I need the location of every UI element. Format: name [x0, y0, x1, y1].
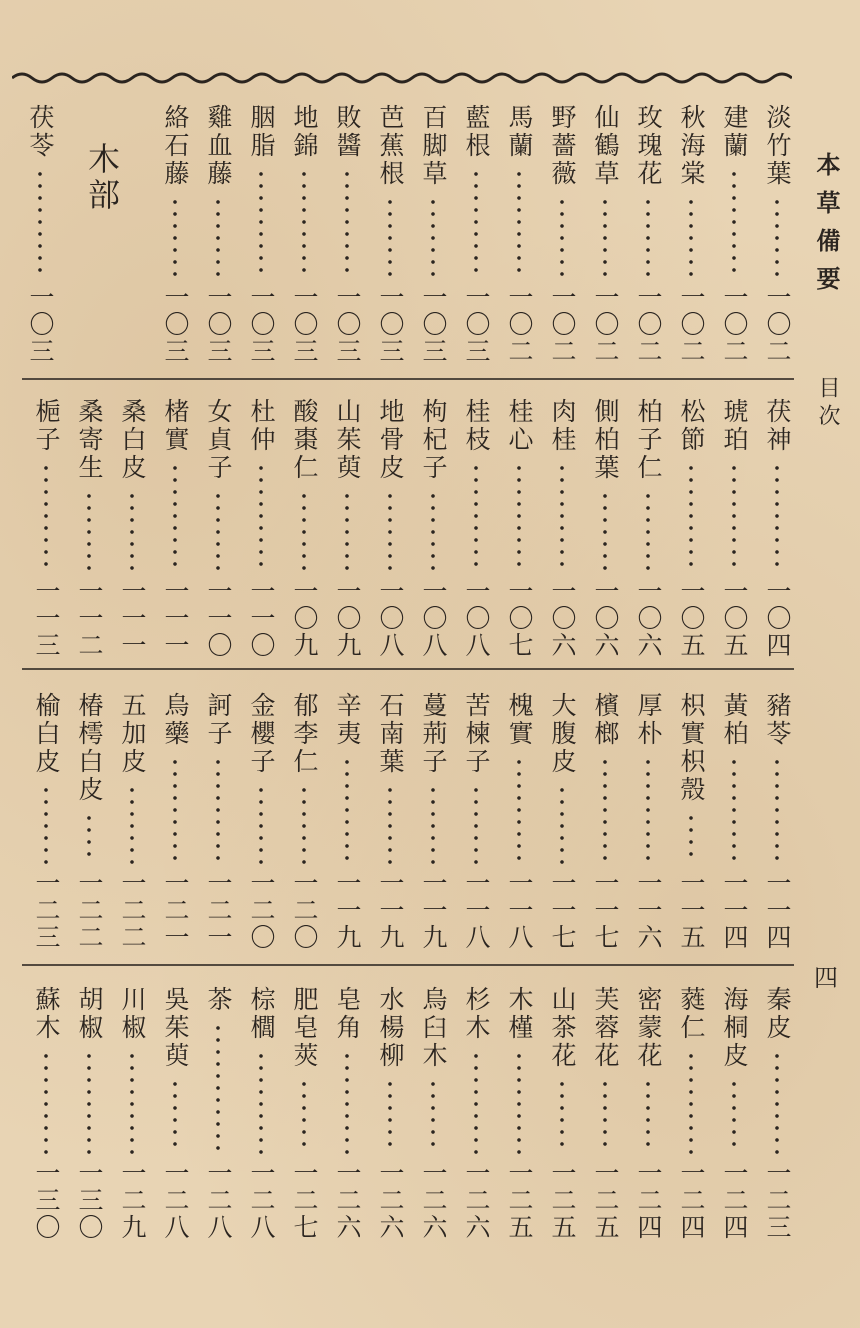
entry-page-number: 一一二	[75, 578, 104, 659]
entry-page-number: 一〇二	[763, 284, 792, 365]
entry-page-number: 一〇四	[763, 578, 792, 659]
entry-name: 五加皮	[118, 692, 147, 776]
entry-page-number: 一二四	[634, 1160, 663, 1241]
entry-name: 敗醬	[333, 104, 362, 160]
entry-name: 榆白皮	[32, 692, 61, 776]
entry-page-number: 一〇三	[333, 284, 362, 365]
entry-page-number: 一二四	[720, 1160, 749, 1241]
entry-page-number: 一二六	[333, 1160, 362, 1241]
leader-dots	[302, 490, 306, 572]
entry-name: 肥皂莢	[290, 986, 319, 1070]
entry-page-number: 一二七	[290, 1160, 319, 1241]
entry-name: 豬苓	[763, 692, 792, 748]
entry-name: 椿樗白皮	[75, 692, 104, 804]
entry-name: 枸杞子	[419, 398, 448, 482]
entry-page-number: 一〇三	[26, 284, 55, 365]
entry-name: 烏臼木	[419, 986, 448, 1070]
leader-dots	[732, 462, 736, 572]
entry-name: 秦皮	[763, 986, 792, 1042]
entry-page-number: 一一一	[118, 578, 147, 659]
entry-page-number: 一〇六	[634, 578, 663, 659]
leader-dots	[38, 168, 42, 278]
leader-dots	[646, 1078, 650, 1154]
leader-dots	[732, 1078, 736, 1154]
leader-dots	[44, 784, 48, 864]
entry-page-number: 一一三	[32, 578, 61, 659]
entry-page-number: 一〇三	[419, 284, 448, 365]
leader-dots	[173, 196, 177, 278]
entry-page-number: 一〇三	[204, 284, 233, 365]
leader-dots	[216, 490, 220, 572]
leader-dots	[302, 168, 306, 278]
entry-name: 胭脂	[247, 104, 276, 160]
entry-page-number: 一一六	[634, 870, 663, 951]
leader-dots	[216, 1022, 220, 1154]
entry-page-number: 一〇二	[720, 284, 749, 365]
toc-label: 目次	[815, 376, 840, 432]
entry-name: 建蘭	[720, 104, 749, 160]
entry-name: 女貞子	[204, 398, 233, 482]
entry-page-number: 一〇三	[376, 284, 405, 365]
entry-page-number: 一〇二	[548, 284, 577, 365]
leader-dots	[388, 490, 392, 572]
entry-name: 地骨皮	[376, 398, 405, 482]
entry-name: 淡竹葉	[763, 104, 792, 188]
entry-page-number: 一一〇	[204, 578, 233, 659]
entry-page-number: 一〇八	[419, 578, 448, 659]
leader-dots	[775, 462, 779, 572]
entry-name: 杜仲	[247, 398, 276, 454]
entry-name: 山茶花	[548, 986, 577, 1070]
leader-dots	[474, 784, 478, 864]
section-divider	[22, 668, 794, 670]
leader-dots	[388, 196, 392, 278]
leader-dots	[775, 1050, 779, 1154]
entry-name: 柏子仁	[634, 398, 663, 482]
leader-dots	[474, 462, 478, 572]
entry-name: 棕櫚	[247, 986, 276, 1042]
entry-name: 檳榔	[591, 692, 620, 748]
entry-page-number: 一一七	[591, 870, 620, 951]
entry-name: 厚朴	[634, 692, 663, 748]
leader-dots	[173, 756, 177, 864]
leader-dots	[474, 1050, 478, 1154]
leader-dots	[259, 462, 263, 572]
leader-dots	[603, 490, 607, 572]
leader-dots	[388, 1078, 392, 1154]
entry-name: 木槿	[505, 986, 534, 1042]
leader-dots	[431, 196, 435, 278]
entry-page-number: 一〇八	[462, 578, 491, 659]
entry-page-number: 一二三	[763, 1160, 792, 1241]
entry-name: 吳茱萸	[161, 986, 190, 1070]
entry-page-number: 一一四	[720, 870, 749, 951]
leader-dots	[560, 462, 564, 572]
entry-name: 玫瑰花	[634, 104, 663, 188]
entry-page-number: 一二八	[247, 1160, 276, 1241]
entry-page-number: 一〇六	[548, 578, 577, 659]
section-title-wood: 木部	[83, 142, 121, 214]
leader-dots	[87, 490, 91, 572]
entry-name: 茯神	[763, 398, 792, 454]
section-divider	[22, 964, 794, 966]
book-title: 本草備要	[812, 152, 841, 304]
entry-page-number: 一〇二	[505, 284, 534, 365]
entry-page-number: 一一一	[161, 578, 190, 659]
wavy-top-rule	[12, 66, 792, 88]
entry-name: 芭蕉根	[376, 104, 405, 188]
entry-name: 蘇木	[32, 986, 61, 1042]
leader-dots	[517, 1050, 521, 1154]
entry-page-number: 一一五	[677, 870, 706, 951]
entry-page-number: 一一四	[763, 870, 792, 951]
entry-name: 雞血藤	[204, 104, 233, 188]
entry-name: 桑白皮	[118, 398, 147, 482]
entry-page-number: 一〇三	[161, 284, 190, 365]
leader-dots	[345, 1050, 349, 1154]
entry-name: 黃柏	[720, 692, 749, 748]
entry-page-number: 一一八	[505, 870, 534, 951]
leader-dots	[44, 1050, 48, 1154]
leader-dots	[689, 196, 693, 278]
entry-name: 梔子	[32, 398, 61, 454]
leader-dots	[130, 784, 134, 864]
entry-page-number: 一〇三	[462, 284, 491, 365]
entry-page-number: 一〇九	[333, 578, 362, 659]
entry-page-number: 一一九	[419, 870, 448, 951]
entry-name: 地錦	[290, 104, 319, 160]
entry-name: 川椒	[118, 986, 147, 1042]
entry-page-number: 一一〇	[247, 578, 276, 659]
entry-name: 桂心	[505, 398, 534, 454]
entry-name: 馬蘭	[505, 104, 534, 160]
leader-dots	[775, 756, 779, 864]
entry-name: 海桐皮	[720, 986, 749, 1070]
entry-page-number: 一一九	[333, 870, 362, 951]
entry-page-number: 一二八	[161, 1160, 190, 1241]
leader-dots	[173, 1078, 177, 1154]
leader-dots	[345, 168, 349, 278]
leader-dots	[130, 490, 134, 572]
leader-dots	[560, 1078, 564, 1154]
leader-dots	[345, 490, 349, 572]
leader-dots	[646, 490, 650, 572]
leader-dots	[388, 784, 392, 864]
entry-page-number: 一二〇	[290, 870, 319, 951]
entry-page-number: 一〇五	[677, 578, 706, 659]
leader-dots	[173, 462, 177, 572]
leader-dots	[431, 490, 435, 572]
leader-dots	[87, 812, 91, 864]
leader-dots	[87, 1050, 91, 1154]
entry-page-number: 一二六	[419, 1160, 448, 1241]
entry-page-number: 一二一	[204, 870, 233, 951]
entry-name: 絡石藤	[161, 104, 190, 188]
leader-dots	[259, 168, 263, 278]
leader-dots	[259, 1050, 263, 1154]
entry-name: 杉木	[462, 986, 491, 1042]
leader-dots	[689, 462, 693, 572]
leader-dots	[646, 756, 650, 864]
entry-page-number: 一二二	[75, 870, 104, 951]
entry-name: 山茱萸	[333, 398, 362, 482]
section-divider	[22, 378, 794, 380]
leader-dots	[603, 196, 607, 278]
entry-name: 野薔薇	[548, 104, 577, 188]
page-number: 四	[814, 964, 838, 992]
entry-page-number: 一〇二	[677, 284, 706, 365]
leader-dots	[44, 462, 48, 572]
leader-dots	[603, 756, 607, 864]
entry-name: 辛夷	[333, 692, 362, 748]
entry-name: 楮實	[161, 398, 190, 454]
entry-page-number: 一一九	[376, 870, 405, 951]
leader-dots	[517, 462, 521, 572]
leader-dots	[560, 196, 564, 278]
leader-dots	[689, 812, 693, 864]
entry-name: 烏藥	[161, 692, 190, 748]
entry-name: 郁李仁	[290, 692, 319, 776]
leader-dots	[431, 1078, 435, 1154]
entry-page-number: 一〇二	[634, 284, 663, 365]
entry-name: 茯苓	[26, 104, 55, 160]
entry-name: 胡椒	[75, 986, 104, 1042]
leader-dots	[302, 1078, 306, 1154]
entry-name: 茶	[204, 986, 233, 1014]
leader-dots	[474, 168, 478, 278]
leader-dots	[216, 196, 220, 278]
entry-page-number: 一〇六	[591, 578, 620, 659]
entry-page-number: 一〇八	[376, 578, 405, 659]
entry-page-number: 一〇三	[290, 284, 319, 365]
entry-page-number: 一二六	[376, 1160, 405, 1241]
entry-page-number: 一三〇	[75, 1160, 104, 1241]
entry-name: 百脚草	[419, 104, 448, 188]
entry-page-number: 一〇三	[247, 284, 276, 365]
entry-name: 金櫻子	[247, 692, 276, 776]
entry-page-number: 一一七	[548, 870, 577, 951]
entry-name: 桂枝	[462, 398, 491, 454]
entry-name: 酸棗仁	[290, 398, 319, 482]
entry-page-number: 一二五	[505, 1160, 534, 1241]
leader-dots	[302, 784, 306, 864]
leader-dots	[732, 168, 736, 278]
entry-page-number: 一〇二	[591, 284, 620, 365]
entry-name: 松節	[677, 398, 706, 454]
entry-name: 琥珀	[720, 398, 749, 454]
entry-page-number: 一二一	[161, 870, 190, 951]
entry-page-number: 一〇五	[720, 578, 749, 659]
entry-page-number: 一〇九	[290, 578, 319, 659]
leader-dots	[259, 784, 263, 864]
leader-dots	[517, 168, 521, 278]
entry-name: 蕤仁	[677, 986, 706, 1042]
entry-name: 蔓荊子	[419, 692, 448, 776]
entry-name: 藍根	[462, 104, 491, 160]
entry-name: 皂角	[333, 986, 362, 1042]
leader-dots	[130, 1050, 134, 1154]
entry-name: 苦楝子	[462, 692, 491, 776]
entry-name: 密蒙花	[634, 986, 663, 1070]
entry-name: 大腹皮	[548, 692, 577, 776]
leader-dots	[732, 756, 736, 864]
entry-page-number: 一二九	[118, 1160, 147, 1241]
entry-name: 側柏葉	[591, 398, 620, 482]
leader-dots	[517, 756, 521, 864]
entry-page-number: 一二二	[118, 870, 147, 951]
entry-name: 槐實	[505, 692, 534, 748]
entry-page-number: 一〇七	[505, 578, 534, 659]
entry-page-number: 一二六	[462, 1160, 491, 1241]
leader-dots	[689, 1050, 693, 1154]
leader-dots	[775, 196, 779, 278]
entry-name: 仙鶴草	[591, 104, 620, 188]
entry-name: 桑寄生	[75, 398, 104, 482]
entry-name: 水楊柳	[376, 986, 405, 1070]
entry-name: 枳實枳殼	[677, 692, 706, 804]
entry-page-number: 一二五	[591, 1160, 620, 1241]
entry-page-number: 一二三	[32, 870, 61, 951]
entry-name: 秋海棠	[677, 104, 706, 188]
leader-dots	[603, 1078, 607, 1154]
leader-dots	[216, 756, 220, 864]
entry-name: 訶子	[204, 692, 233, 748]
entry-page-number: 一二〇	[247, 870, 276, 951]
entry-name: 芙蓉花	[591, 986, 620, 1070]
entry-name: 肉桂	[548, 398, 577, 454]
leader-dots	[431, 784, 435, 864]
entry-page-number: 一二八	[204, 1160, 233, 1241]
leader-dots	[560, 784, 564, 864]
entry-page-number: 一二四	[677, 1160, 706, 1241]
leader-dots	[345, 756, 349, 864]
entry-name: 石南葉	[376, 692, 405, 776]
entry-page-number: 一三〇	[32, 1160, 61, 1241]
entry-page-number: 一二五	[548, 1160, 577, 1241]
leader-dots	[646, 196, 650, 278]
entry-page-number: 一一八	[462, 870, 491, 951]
